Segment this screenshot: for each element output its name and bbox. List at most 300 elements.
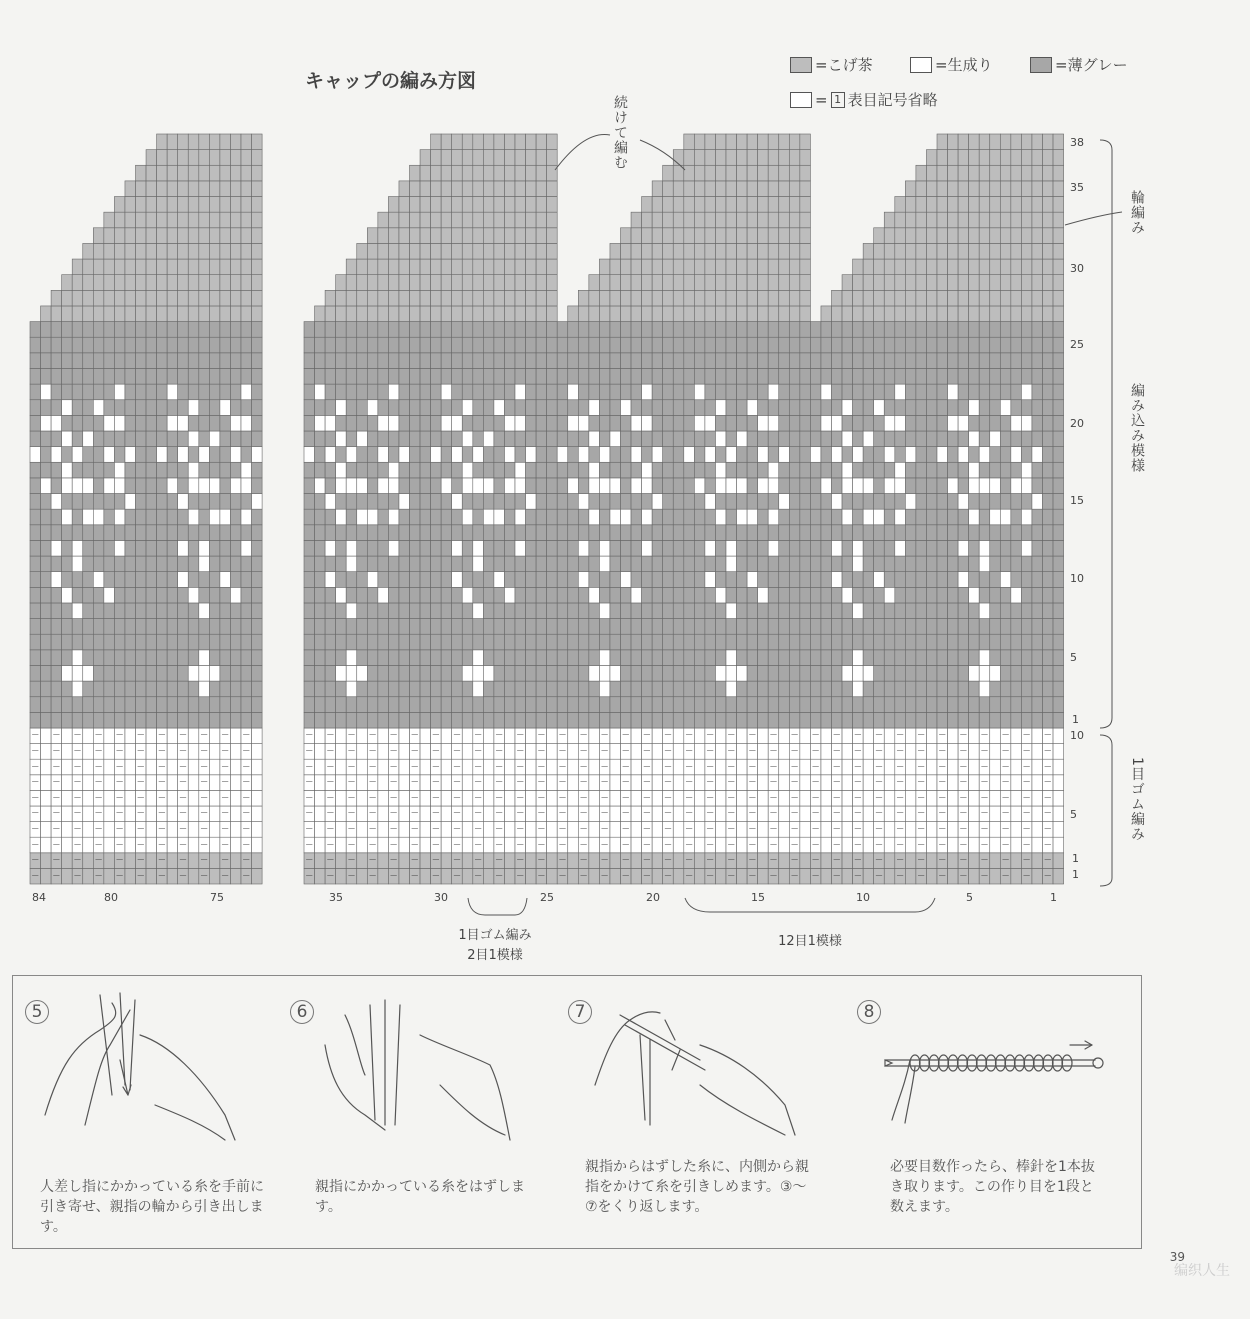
pattern-cell <box>747 384 758 400</box>
pattern-cell <box>663 697 674 713</box>
purl-symbol: — <box>31 824 39 833</box>
pattern-cell <box>737 509 748 525</box>
pattern-cell <box>969 431 980 447</box>
pattern-cell <box>958 603 969 619</box>
pattern-cell <box>1032 681 1043 697</box>
pattern-cell <box>652 556 663 572</box>
pattern-cell <box>832 400 843 416</box>
purl-symbol: — <box>938 730 946 739</box>
rib-cell <box>83 868 94 884</box>
rib-cell <box>884 790 895 806</box>
pattern-cell <box>768 650 779 666</box>
pattern-cell <box>557 572 568 588</box>
pattern-cell <box>378 447 389 463</box>
pattern-cell <box>304 556 315 572</box>
pattern-cell <box>473 525 484 541</box>
row-num: 38 <box>1070 136 1084 149</box>
pattern-cell <box>547 150 558 166</box>
pattern-cell <box>905 494 916 510</box>
pattern-cell <box>779 181 790 197</box>
pattern-cell <box>631 478 642 494</box>
rib-cell <box>146 853 157 869</box>
rib-cell <box>230 806 241 822</box>
pattern-cell <box>367 415 378 431</box>
pattern-cell <box>568 400 579 416</box>
pattern-cell <box>199 181 210 197</box>
purl-symbol: — <box>52 730 60 739</box>
pattern-cell <box>399 665 410 681</box>
pattern-cell <box>948 259 959 275</box>
pattern-cell <box>167 384 178 400</box>
pattern-cell <box>1011 165 1022 181</box>
pattern-cell <box>420 243 431 259</box>
pattern-cell <box>547 447 558 463</box>
purl-symbol: — <box>221 746 229 755</box>
pattern-cell <box>810 525 821 541</box>
pattern-cell <box>779 322 790 338</box>
rib-cell <box>230 744 241 760</box>
pattern-cell <box>821 697 832 713</box>
pattern-cell <box>452 634 463 650</box>
rib-cell <box>631 775 642 791</box>
pattern-cell <box>209 150 220 166</box>
rib-cell <box>758 822 769 838</box>
purl-symbol: — <box>432 777 440 786</box>
rib-cell <box>758 806 769 822</box>
purl-symbol: — <box>73 824 81 833</box>
pattern-cell <box>41 353 52 369</box>
pattern-cell <box>1053 697 1064 713</box>
pattern-cell <box>684 712 695 728</box>
pattern-cell <box>779 150 790 166</box>
pattern-cell <box>768 494 779 510</box>
pattern-cell <box>357 462 368 478</box>
pattern-cell <box>473 212 484 228</box>
pattern-cell <box>325 494 336 510</box>
purl-symbol: — <box>137 792 145 801</box>
rib-cell <box>990 728 1001 744</box>
pattern-cell <box>589 384 600 400</box>
pattern-cell <box>1021 540 1032 556</box>
pattern-cell <box>62 306 73 322</box>
pattern-cell <box>146 165 157 181</box>
purl-symbol: — <box>200 839 208 848</box>
pattern-cell <box>599 431 610 447</box>
purl-symbol: — <box>242 839 250 848</box>
pattern-cell <box>441 556 452 572</box>
row-num: 30 <box>1070 262 1084 275</box>
rib-cell <box>1032 790 1043 806</box>
pattern-cell <box>926 556 937 572</box>
pattern-cell <box>125 384 136 400</box>
rib-cell <box>589 759 600 775</box>
purl-symbol: — <box>52 761 60 770</box>
pattern-cell <box>104 400 115 416</box>
pattern-cell <box>715 368 726 384</box>
pattern-cell <box>515 212 526 228</box>
pattern-cell <box>62 400 73 416</box>
pattern-cell <box>209 431 220 447</box>
pattern-cell <box>157 431 168 447</box>
pattern-cell <box>188 525 199 541</box>
pattern-cell <box>663 494 674 510</box>
pattern-cell <box>631 494 642 510</box>
pattern-cell <box>146 540 157 556</box>
rib-cell <box>252 744 263 760</box>
pattern-cell <box>325 509 336 525</box>
pattern-cell <box>167 447 178 463</box>
purl-symbol: — <box>833 792 841 801</box>
rib-cell <box>315 853 326 869</box>
pattern-cell <box>1053 556 1064 572</box>
pattern-cell <box>515 556 526 572</box>
pattern-cell <box>937 712 948 728</box>
pattern-cell <box>83 650 94 666</box>
rib-cell <box>926 728 937 744</box>
pattern-cell <box>494 384 505 400</box>
pattern-cell <box>1021 650 1032 666</box>
pattern-cell <box>557 415 568 431</box>
pattern-cell <box>800 587 811 603</box>
pattern-cell <box>230 665 241 681</box>
pattern-cell <box>367 228 378 244</box>
rib-cell <box>41 806 52 822</box>
purl-symbol: — <box>390 824 398 833</box>
pattern-cell <box>1011 540 1022 556</box>
rib-cell <box>483 806 494 822</box>
pattern-cell <box>336 462 347 478</box>
pattern-cell <box>789 415 800 431</box>
purl-symbol: — <box>748 839 756 848</box>
pattern-cell <box>504 290 515 306</box>
pattern-cell <box>252 353 263 369</box>
pattern-cell <box>610 368 621 384</box>
pattern-cell <box>737 447 748 463</box>
rib-cell <box>526 822 537 838</box>
pattern-cell <box>431 259 442 275</box>
pattern-cell <box>199 603 210 619</box>
pattern-cell <box>926 462 937 478</box>
rib-cell <box>209 744 220 760</box>
pattern-cell <box>209 619 220 635</box>
pattern-cell <box>557 681 568 697</box>
pattern-cell <box>388 619 399 635</box>
pattern-cell <box>758 619 769 635</box>
pattern-cell <box>990 134 1001 150</box>
rib-cell <box>504 868 515 884</box>
pattern-cell <box>937 150 948 166</box>
pattern-cell <box>705 150 716 166</box>
pattern-cell <box>515 572 526 588</box>
pattern-cell <box>241 134 252 150</box>
pattern-cell <box>916 337 927 353</box>
pattern-cell <box>578 509 589 525</box>
pattern-cell <box>504 134 515 150</box>
pattern-cell <box>1011 212 1022 228</box>
purl-symbol: — <box>601 777 609 786</box>
pattern-cell <box>504 275 515 291</box>
purl-symbol: — <box>537 824 545 833</box>
rib-cell <box>483 759 494 775</box>
pattern-cell <box>589 712 600 728</box>
rib-cell <box>926 759 937 775</box>
pattern-cell <box>969 368 980 384</box>
pattern-cell <box>136 212 147 228</box>
pattern-cell <box>178 243 189 259</box>
pattern-cell <box>93 540 104 556</box>
pattern-cell <box>747 165 758 181</box>
purl-symbol: — <box>1044 870 1052 879</box>
pattern-cell <box>230 259 241 275</box>
pattern-cell <box>916 556 927 572</box>
pattern-cell <box>473 134 484 150</box>
step-text-8: 必要目数作ったら、棒針を1本抜き取ります。この作り目を1段と数えます。 <box>890 1159 1095 1215</box>
pattern-cell <box>473 165 484 181</box>
pattern-cell <box>146 228 157 244</box>
pattern-cell <box>800 431 811 447</box>
pattern-cell <box>146 197 157 213</box>
rib-cell <box>441 868 452 884</box>
purl-symbol: — <box>95 870 103 879</box>
pattern-cell <box>747 712 758 728</box>
purl-symbol: — <box>706 761 714 770</box>
rib-cell <box>441 744 452 760</box>
pattern-cell <box>93 556 104 572</box>
pattern-cell <box>673 494 684 510</box>
pattern-cell <box>684 150 695 166</box>
pattern-cell <box>726 337 737 353</box>
purl-symbol: — <box>474 855 482 864</box>
pattern-cell <box>199 415 210 431</box>
pattern-cell <box>990 681 1001 697</box>
pattern-cell <box>452 681 463 697</box>
pattern-cell <box>1011 306 1022 322</box>
pattern-cell <box>663 619 674 635</box>
pattern-cell <box>789 228 800 244</box>
pattern-cell <box>726 462 737 478</box>
pattern-cell <box>378 650 389 666</box>
pattern-cell <box>304 681 315 697</box>
pattern-cell <box>93 415 104 431</box>
pattern-cell <box>114 197 125 213</box>
pattern-cell <box>304 509 315 525</box>
pattern-cell <box>652 634 663 650</box>
pattern-cell <box>167 228 178 244</box>
pattern-cell <box>705 134 716 150</box>
pattern-cell <box>104 431 115 447</box>
pattern-cell <box>631 400 642 416</box>
rib-cell <box>610 790 621 806</box>
pattern-cell <box>547 322 558 338</box>
rib-cell <box>800 822 811 838</box>
pattern-cell <box>905 431 916 447</box>
pattern-cell <box>673 322 684 338</box>
rib-cell <box>125 759 136 775</box>
pattern-cell <box>378 353 389 369</box>
pattern-cell <box>905 290 916 306</box>
pattern-cell <box>547 228 558 244</box>
pattern-cell <box>157 697 168 713</box>
pattern-cell <box>1053 228 1064 244</box>
pattern-cell <box>663 181 674 197</box>
pattern-cell <box>1043 228 1054 244</box>
rib-cell <box>188 775 199 791</box>
purl-symbol: — <box>748 792 756 801</box>
pattern-cell <box>1053 212 1064 228</box>
rib-cell <box>673 790 684 806</box>
pattern-cell <box>916 665 927 681</box>
pattern-cell <box>758 587 769 603</box>
purl-symbol: — <box>601 855 609 864</box>
pattern-cell <box>958 509 969 525</box>
purl-symbol: — <box>1044 839 1052 848</box>
pattern-cell <box>188 540 199 556</box>
pattern-cell <box>958 431 969 447</box>
pattern-cell <box>969 634 980 650</box>
pattern-cell <box>220 165 231 181</box>
pattern-cell <box>536 368 547 384</box>
pattern-cell <box>1032 353 1043 369</box>
pattern-cell <box>494 150 505 166</box>
purl-symbol: — <box>411 808 419 817</box>
rib-cell <box>1053 837 1064 853</box>
pattern-cell <box>252 478 263 494</box>
pattern-cell <box>979 712 990 728</box>
pattern-cell <box>948 634 959 650</box>
pattern-cell <box>926 587 937 603</box>
pattern-cell <box>114 540 125 556</box>
pattern-cell <box>473 712 484 728</box>
pattern-cell <box>51 353 62 369</box>
pattern-cell <box>62 368 73 384</box>
pattern-cell <box>441 290 452 306</box>
pattern-cell <box>884 322 895 338</box>
pattern-cell <box>526 603 537 619</box>
pattern-cell <box>1021 665 1032 681</box>
pattern-cell <box>990 650 1001 666</box>
purl-symbol: — <box>685 746 693 755</box>
pattern-cell <box>684 384 695 400</box>
pattern-cell <box>990 556 1001 572</box>
pattern-cell <box>526 619 537 635</box>
pattern-cell <box>726 650 737 666</box>
rib-cell <box>167 759 178 775</box>
pattern-cell <box>167 259 178 275</box>
pattern-cell <box>884 681 895 697</box>
pattern-cell <box>821 384 832 400</box>
pattern-cell <box>863 275 874 291</box>
pattern-cell <box>230 415 241 431</box>
pattern-cell <box>715 150 726 166</box>
pattern-cell <box>568 634 579 650</box>
pattern-cell <box>526 540 537 556</box>
pattern-cell <box>937 540 948 556</box>
purl-symbol: — <box>601 808 609 817</box>
pattern-cell <box>315 494 326 510</box>
rib-cell <box>1011 853 1022 869</box>
pattern-cell <box>990 634 1001 650</box>
pattern-cell <box>768 619 779 635</box>
pattern-cell <box>536 587 547 603</box>
pattern-cell <box>167 400 178 416</box>
pattern-cell <box>41 697 52 713</box>
pattern-cell <box>420 447 431 463</box>
pattern-cell <box>346 556 357 572</box>
pattern-cell <box>810 556 821 572</box>
rib-cell <box>884 822 895 838</box>
pattern-cell <box>167 337 178 353</box>
pattern-cell <box>842 290 853 306</box>
rib-cell <box>83 744 94 760</box>
rib-cell <box>673 744 684 760</box>
pattern-cell <box>599 494 610 510</box>
pattern-cell <box>178 525 189 541</box>
purl-symbol: — <box>73 761 81 770</box>
pattern-cell <box>737 556 748 572</box>
purl-symbol: — <box>622 839 630 848</box>
pattern-cell <box>325 556 336 572</box>
pattern-cell <box>41 540 52 556</box>
pattern-cell <box>663 228 674 244</box>
pattern-cell <box>136 353 147 369</box>
pattern-cell <box>441 197 452 213</box>
pattern-cell <box>473 431 484 447</box>
pattern-cell <box>810 509 821 525</box>
rib-cell <box>420 759 431 775</box>
pattern-cell <box>969 478 980 494</box>
pattern-cell <box>948 353 959 369</box>
pattern-cell <box>758 540 769 556</box>
pattern-cell <box>642 697 653 713</box>
pattern-cell <box>1011 494 1022 510</box>
rib-cell <box>167 837 178 853</box>
pattern-cell <box>547 415 558 431</box>
pattern-cell <box>610 540 621 556</box>
pattern-cell <box>663 165 674 181</box>
pattern-cell <box>1000 197 1011 213</box>
pattern-cell <box>1021 197 1032 213</box>
pattern-cell <box>874 243 885 259</box>
pattern-cell <box>863 587 874 603</box>
pattern-cell <box>800 556 811 572</box>
pattern-cell <box>926 212 937 228</box>
rib-cell <box>209 775 220 791</box>
pattern-cell <box>958 337 969 353</box>
pattern-cell <box>642 572 653 588</box>
pattern-cell <box>83 494 94 510</box>
pattern-cell <box>441 572 452 588</box>
purl-symbol: — <box>495 839 503 848</box>
pattern-cell <box>747 415 758 431</box>
pattern-cell <box>937 572 948 588</box>
pattern-cell <box>810 712 821 728</box>
pattern-cell <box>515 165 526 181</box>
pattern-cell <box>157 494 168 510</box>
pattern-cell <box>526 322 537 338</box>
pattern-cell <box>969 212 980 228</box>
pattern-cell <box>346 540 357 556</box>
rib-cell <box>969 806 980 822</box>
pattern-cell <box>252 337 263 353</box>
pattern-cell <box>388 634 399 650</box>
pattern-cell <box>758 650 769 666</box>
rib-cell <box>399 853 410 869</box>
pattern-cell <box>167 306 178 322</box>
pattern-cell <box>536 556 547 572</box>
purl-symbol: — <box>938 855 946 864</box>
pattern-cell <box>125 619 136 635</box>
pattern-cell <box>958 243 969 259</box>
